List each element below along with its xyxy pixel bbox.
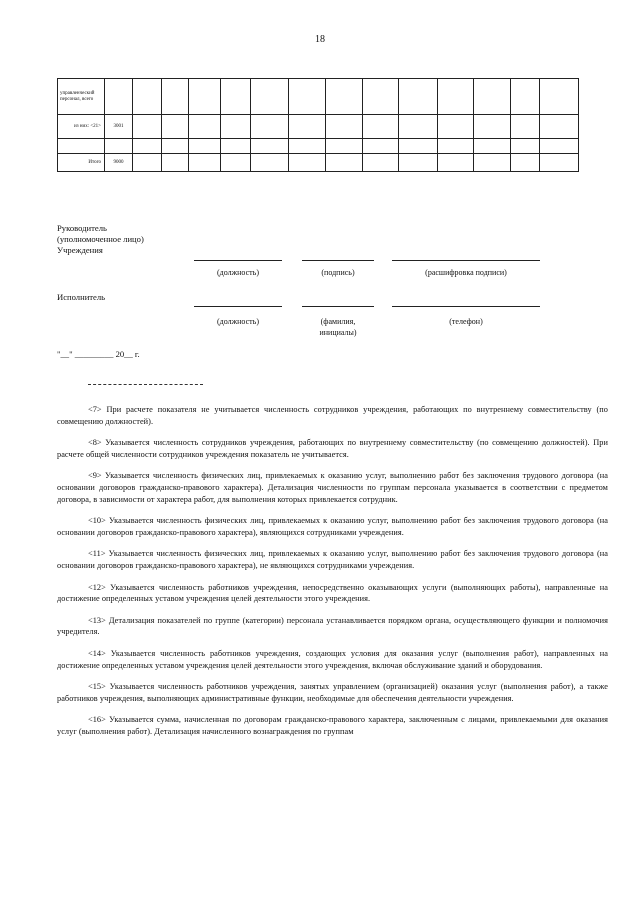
footnote-separator — [88, 384, 203, 385]
row-code — [105, 79, 133, 115]
signature-line — [392, 260, 540, 261]
footnote: <9> Указывается численность физических лиц, привлекаемых к оказанию услуг, выполнению работ без заключения трудового договора (на основании договоров гражданско-правового характера). Детализация численности по группам персонала указывается в соответствии с предметом договора, в зависимости от характера работ, для выполнения которых привлекается сотрудник. — [57, 471, 608, 504]
caption-name: (фамилия, инициалы) — [319, 317, 357, 337]
page-number: 18 — [315, 34, 325, 45]
footnote: <7> При расчете показателя не учитывается численность сотрудников учреждения, работающих по внутреннему совместительству (по совмещению должностей). — [57, 405, 608, 426]
signature-line — [194, 260, 282, 261]
row-label: из них: <21> — [58, 115, 105, 139]
caption-position: (должность) — [217, 268, 259, 277]
table-row — [58, 79, 579, 115]
signature-line — [302, 260, 374, 261]
caption-decryption: (расшифровка подписи) — [425, 268, 507, 277]
row-code: 9000 — [105, 154, 133, 172]
footnotes — [57, 404, 608, 747]
footnote: <10> Указывается численность физических лиц, привлекаемых к оказанию услуг, выполнению работ без заключения трудового договора (на основании договоров гражданско-правового характера), являющихся сотрудниками учреждения. — [57, 516, 608, 537]
signature-line — [194, 306, 282, 307]
footnote: <15> Указывается численность работников учреждения, занятых управлением (организацией) оказания услуг (выполнения работ), а также работников учреждения, выполняющих административные функции, необходимые для обеспечения деятельности учреждения. — [57, 682, 608, 703]
footnote: <13> Детализация показателей по группе (категории) персонала устанавливается порядком органа, осуществляющего функции и полномочия учредителя. — [57, 615, 608, 637]
caption-signature: (подпись) — [321, 268, 355, 277]
date-line: "__" _________ 20__ г. — [57, 349, 140, 359]
caption-position: (должность) — [217, 317, 259, 326]
signature-line — [392, 306, 540, 307]
head-label: Руководитель (уполномоченное лицо) Учреждения — [57, 223, 144, 255]
executor-label: Исполнитель — [57, 292, 106, 302]
signature-line — [302, 306, 374, 307]
footnote: <14> Указывается численность работников учреждения, создающих условия для оказания услуг (выполнения работ), направленных на достижение определенных уставом учреждения целей деятельности этого учреждения, включая обслуживание зданий и оборудования. — [57, 648, 608, 670]
footnote: <16> Указывается сумма, начисленная по договорам гражданско-правового характера, заключенным с лицами, привлекаемыми для оказания услуг (выполнения работ). Детализация начисленного вознаграждения по группам — [57, 715, 608, 736]
caption-phone: (телефон) — [449, 317, 483, 326]
row-label — [58, 139, 105, 154]
footnote: <12> Указывается численность работников учреждения, непосредственно оказывающих услуги (выполняющих работы), направленные на достижение определенных уставом учреждения целей деятельности этого учреждения. — [57, 582, 608, 604]
footnote: <8> Указывается численность сотрудников учреждения, работающих по внутреннему совместительству (по совмещению должностей). При расчете общей численности сотрудников учреждения показатель не учитывается. — [57, 438, 608, 459]
row-label: управленческий персонал, всего — [58, 79, 105, 115]
row-code: 3001 — [105, 115, 133, 139]
table-row — [58, 139, 579, 154]
table-row — [58, 154, 579, 172]
row-code — [105, 139, 133, 154]
staff-table — [57, 78, 579, 172]
row-label: Итого — [58, 154, 105, 172]
footnote: <11> Указывается численность физических лиц, привлекаемых к оказанию услуг, выполнению работ без заключения трудового договора (на основании договоров гражданско-правового характера), не являющихся сотрудниками учреждения. — [57, 549, 608, 570]
table-row — [58, 115, 579, 139]
